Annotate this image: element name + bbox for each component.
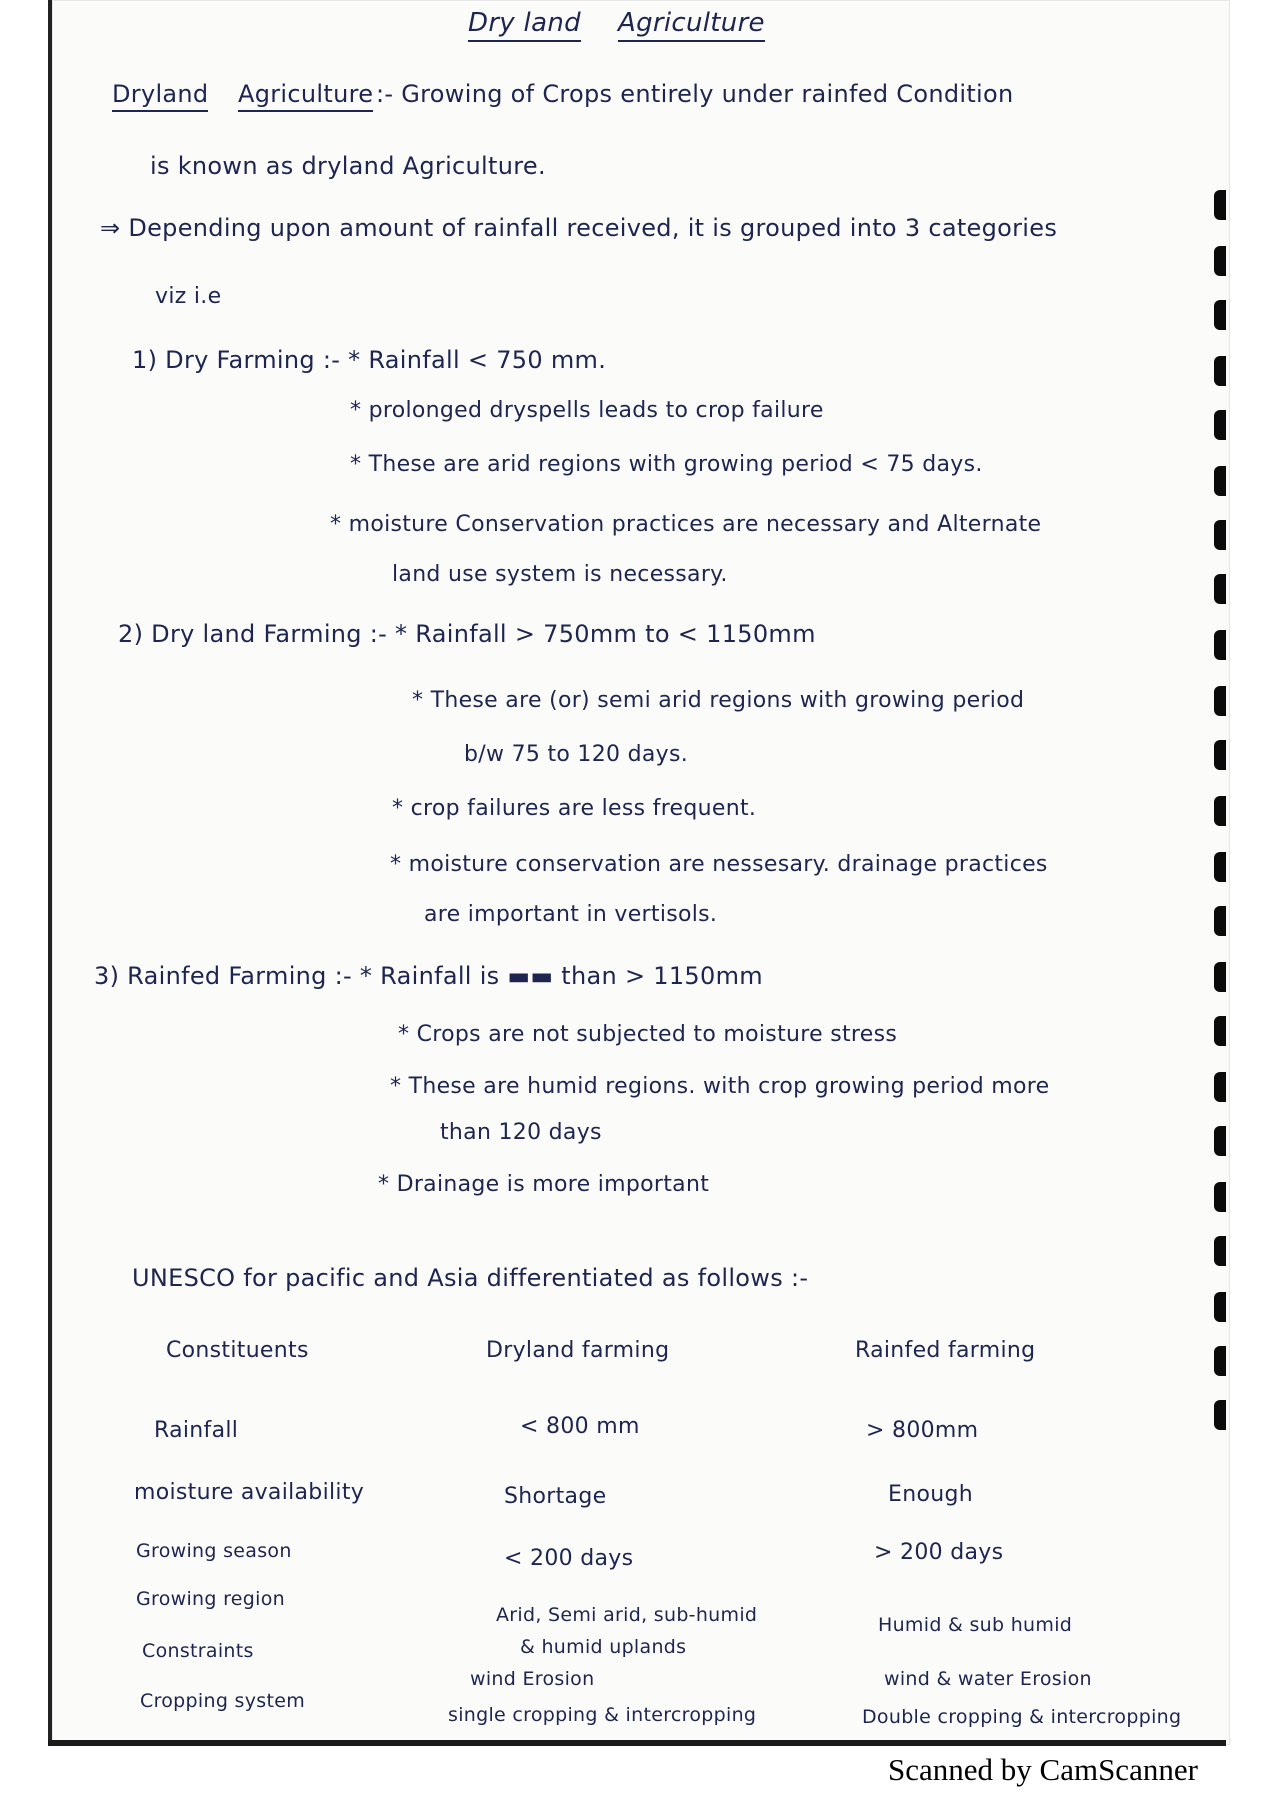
spiral-binding-mark — [1214, 410, 1226, 440]
rainfed-farming-point: * These are humid regions. with crop growing period more — [390, 1074, 1050, 1099]
spiral-binding-mark — [1214, 1346, 1226, 1376]
table-cell-constraints-dryland: wind Erosion — [470, 1668, 595, 1690]
dryland-farming-point: * These are (or) semi arid regions with growing period — [412, 688, 1025, 713]
scanner-caption: Scanned by CamScanner — [888, 1752, 1198, 1787]
spiral-binding-mark — [1214, 962, 1226, 992]
table-header-rainfed: Rainfed farming — [855, 1338, 1036, 1363]
categories-intro-line-1: ⇒ Depending upon amount of rainfall received, it is grouped into 3 categories — [100, 214, 1058, 242]
table-cell-growing-season: Growing season — [136, 1540, 292, 1562]
spiral-binding-mark — [1214, 1292, 1226, 1322]
spiral-binding-mark — [1214, 520, 1226, 550]
definition-line-1: :- Growing of Crops entirely under rainfed Condition — [376, 80, 1014, 108]
dry-farming-point: * moisture Conservation practices are necessary and Alternate — [330, 512, 1042, 537]
dryland-farming-point: * moisture conservation are nessesary. drainage practices — [390, 852, 1048, 877]
table-cell-rainfall-dryland: < 800 mm — [520, 1414, 640, 1439]
spiral-binding-mark — [1214, 190, 1226, 220]
definition-term-agriculture: Agriculture — [238, 80, 373, 112]
spiral-binding-mark — [1214, 1016, 1226, 1046]
table-cell-growing-region-dryland: Arid, Semi arid, sub-humid — [496, 1604, 758, 1626]
table-cell-cropping-system-dryland: single cropping & intercropping — [448, 1704, 757, 1726]
table-cell-rainfall: Rainfall — [154, 1418, 239, 1443]
definition-line-2: is known as dryland Agriculture. — [150, 152, 546, 180]
spiral-binding-mark — [1214, 1236, 1226, 1266]
title-dry-land: Dry land — [468, 8, 581, 42]
table-cell-moisture: moisture availability — [134, 1480, 365, 1505]
table-cell-constraints: Constraints — [142, 1640, 254, 1662]
table-cell-growing-region-dryland-cont: & humid uplands — [520, 1636, 687, 1658]
unesco-line: UNESCO for pacific and Asia differentiated as follows :- — [132, 1264, 809, 1292]
dry-farming-point: land use system is necessary. — [392, 562, 728, 587]
dryland-farming-point: * crop failures are less frequent. — [392, 796, 757, 821]
spiral-binding-mark — [1214, 1126, 1226, 1156]
table-cell-growing-region: Growing region — [136, 1588, 285, 1610]
table-cell-growing-region-rainfed: Humid & sub humid — [878, 1614, 1073, 1636]
rainfed-farming-point: * Drainage is more important — [378, 1172, 710, 1197]
table-cell-moisture-rainfed: Enough — [888, 1482, 973, 1507]
table-cell-growing-season-dryland: < 200 days — [504, 1546, 634, 1571]
spiral-binding-mark — [1214, 300, 1226, 330]
table-cell-cropping-system-rainfed: Double cropping & intercropping — [862, 1706, 1182, 1728]
table-cell-constraints-rainfed: wind & water Erosion — [884, 1668, 1092, 1690]
dry-farming-heading: 1) Dry Farming :- * Rainfall < 750 mm. — [132, 346, 607, 374]
spiral-binding-mark — [1214, 796, 1226, 826]
spiral-binding-mark — [1214, 1400, 1226, 1430]
table-cell-growing-season-rainfed: > 200 days — [874, 1540, 1004, 1565]
rainfed-farming-point: than 120 days — [440, 1120, 602, 1145]
table-cell-rainfall-rainfed: > 800mm — [866, 1418, 979, 1443]
table-cell-cropping-system: Cropping system — [140, 1690, 306, 1712]
rainfed-farming-heading: 3) Rainfed Farming :- * Rainfall is ▬▬ than > 1150mm — [94, 962, 763, 990]
dryland-farming-point: are important in vertisols. — [424, 902, 718, 927]
title-agriculture: Agriculture — [618, 8, 765, 42]
table-header-constituents: Constituents — [166, 1338, 309, 1363]
spiral-binding-mark — [1214, 906, 1226, 936]
dry-farming-point: * prolonged dryspells leads to crop failure — [350, 398, 824, 423]
dry-farming-point: * These are arid regions with growing period < 75 days. — [350, 452, 983, 477]
dryland-farming-heading: 2) Dry land Farming :- * Rainfall > 750mm to < 1150mm — [118, 620, 816, 648]
spiral-binding-mark — [1214, 574, 1226, 604]
table-header-dryland: Dryland farming — [486, 1338, 670, 1363]
spiral-binding-mark — [1214, 466, 1226, 496]
page-bottom-edge — [48, 1740, 1226, 1746]
spiral-binding-mark — [1214, 356, 1226, 386]
spiral-binding-mark — [1214, 630, 1226, 660]
spiral-binding-mark — [1214, 246, 1226, 276]
definition-term-dryland: Dryland — [112, 80, 208, 112]
dryland-farming-point: b/w 75 to 120 days. — [464, 742, 689, 767]
spiral-binding-mark — [1214, 1072, 1226, 1102]
spiral-binding-mark — [1214, 852, 1226, 882]
spiral-binding-mark — [1214, 1182, 1226, 1212]
rainfed-farming-point: * Crops are not subjected to moisture stress — [398, 1022, 898, 1047]
spiral-binding-mark — [1214, 686, 1226, 716]
spiral-binding-mark — [1214, 740, 1226, 770]
categories-intro-line-2: viz i.e — [155, 284, 222, 309]
table-cell-moisture-dryland: Shortage — [504, 1484, 607, 1509]
